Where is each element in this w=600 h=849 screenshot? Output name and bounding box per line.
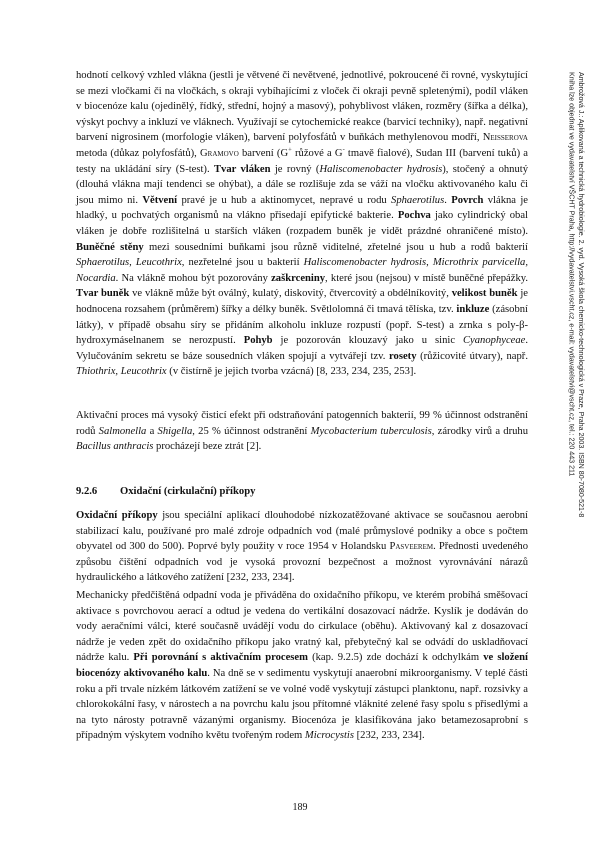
text-run: (v čistírně je jejich tvorba vzácná) [8, 233, 234, 235, 253].	[166, 366, 417, 378]
bold-term: velikost buněk	[451, 288, 518, 300]
bold-term: ve složení biocenózy aktivovaného kalu	[76, 652, 528, 679]
species-name: Haliscomenobacter hydrosis, Microthrix parvicella, Nocardia	[76, 257, 528, 284]
text-run: ve vlákně může být oválný, kulatý, diskovitý, čtvercovitý a obdélníkovitý,	[129, 288, 452, 300]
paragraph-pathogen-removal	[76, 408, 528, 455]
paragraph-oxidation-ditches	[76, 508, 528, 586]
paragraph-filament-description	[76, 68, 528, 380]
citation-line: Ambrožová J.: Aplikovaná a technická hydrobiologie. 2. vyd. Vysoká škola chemicko-technologická v Praze, Praha 2003. ISBN 80-7080-521-8	[577, 72, 585, 518]
text-run: . Na vlákně mohou být pozorovány	[115, 272, 272, 284]
text-run: vlákna je hladký, u pochvatých organismů na vlákno přisedají epifytické bakterie.	[76, 194, 529, 222]
bold-term: zaškrceniny	[271, 272, 326, 284]
species-name: Shigella	[157, 425, 193, 437]
text-run: , zárodky virů a druhu	[431, 425, 528, 437]
species-name: Mycobacterium tuberculosis	[310, 425, 432, 437]
species-name: Thiothrix, Leucothrix	[76, 366, 167, 378]
species-name: Cyanophyceae	[462, 335, 526, 347]
text-run: je rovný (	[270, 163, 320, 175]
text-run: .	[444, 194, 452, 206]
text-run: procházejí beze ztrát [2].	[153, 441, 262, 453]
species-name: Microcystis	[304, 730, 354, 742]
bold-term: Buněčné stěny	[76, 241, 144, 253]
page-number: 189	[292, 802, 308, 813]
text-run: pravé je u hub a aktinomycet, nepravé u rodu	[177, 194, 392, 206]
species-name: Haliscomenobacter hydrosis	[319, 163, 443, 175]
bold-term: Pohyb	[243, 335, 273, 347]
text-run: tmavě fialové), Sudan III (barvení tuků) a testy na ukládání síry (S-test).	[76, 147, 528, 175]
neisser-method-name: Neisserova	[482, 132, 528, 144]
species-name: Sphaerotilus, Leucothrix	[76, 257, 182, 269]
bold-term: Oxidační příkopy	[76, 510, 158, 521]
text-run: metoda (důkaz polyfosfátů),	[76, 147, 201, 159]
text-run: (kap. 9.2.5) zde dochází k odchylkám	[307, 652, 484, 664]
text-run: , 25 % účinnost odstranění	[192, 425, 311, 437]
person-name: Pasveerem	[389, 541, 434, 553]
text-run: a	[146, 425, 158, 437]
text-run: (zásobní látky), v případě obsahu síry se přidáním alkoholu inkluze rozpustí (popř. S-test) a zrnka s poly-β-hydroxymáselnanem se nerozpustí.	[76, 303, 528, 347]
text-run: je hodnocena rozsahem (průměrem) šířky a délky buněk. Světlolomná či tmavá tělíska, tzv.	[76, 288, 528, 315]
species-name: Bacillus anthracis	[76, 441, 154, 453]
text-run: je pozorován klouzavý jako u sinic	[272, 335, 463, 347]
bold-term: Tvar vláken	[213, 163, 271, 175]
bold-term: rosety	[389, 350, 417, 362]
text-run: , nezřetelné jsou u bakterií	[181, 257, 304, 269]
section-heading	[76, 484, 528, 499]
text-run: Aktivační proces má vysoký čisticí efekt při odstraňování patogenních bakterií, 99 % účinnost odstranění rodů	[76, 410, 528, 437]
text-run: . Na dně se v sedimentu vyskytují anaerobní mikroorganismy. V teplé části roku a při trvale nízkém látkovém zatížení se ve volné vodě vyskytují zástupci planktonu, např. rozsivky a chlorokokální řasy, v nárostech a na povrchu kalu jsou přítomné vláknité zelené řasy spolu s přisedlými a na tyto nárosty potravně vázanými organismy. Biocenóza je klasifikována jako betamezosaprobní s případným výskytem vodního květu tvořeným rodem	[76, 667, 528, 742]
species-name: Sphaerotilus	[391, 194, 445, 206]
bold-term: Pochva	[397, 210, 431, 222]
text-run: růžové a G	[291, 147, 343, 159]
bold-term: Větvení	[142, 194, 178, 206]
text-run: barvení (G	[238, 147, 289, 159]
bold-term: Tvar buněk	[76, 288, 130, 300]
text-run: , které jsou (nejsou) v místě buněčné přepážky.	[325, 272, 528, 284]
order-info-line: Kniha lze objednat ve vydavatelství VŠCHT Praha, http://vydavatelstvi.vscht.cz, e-mail: vydavatelstvi@vscht.cz, tel.: 220 443 211	[567, 72, 576, 477]
text-run: . Vylučováním sekretu se báze sousedních vláken spojují a vytvářejí tzv.	[76, 335, 528, 362]
gram-negative-sup: -	[342, 146, 345, 154]
text-run: jako cylindrický obal vláken je dobře rozlišitelná u starších vláken (rozpadem buněk je vidět prázdné ohraničené místo).	[76, 210, 529, 237]
bold-term: Při porovnání s aktivačním procesem	[133, 652, 308, 664]
section-title: Oxidační (cirkulační) příkopy	[120, 486, 256, 497]
section-number: 9.2.6	[76, 486, 98, 497]
text-run: [232, 233, 234].	[353, 730, 425, 742]
bold-term: inkluze	[456, 303, 490, 315]
text-run: hodnotí celkový vzhled vlákna (jestli je větvené či nevětvené, jednotlivé, pokroucené či rovné, vyskytující se mezi vločkami či na vločkách, s okraji vybíhajícími z vloček či okraji pevně spletenými), podíl vláken v biocenóze kalu (ojedinělý, řídký, střední, hojný a masový), pohyblivost vláken, rozměry (šířka a délka), výskyt pochvy a inkluzí ve vláknech. Využívají se cytochemické reakce (barvicí techniky), např. negativní barvení nigrosinem (morfologie vláken), barvení polyfosfátů v buňkách methylenovou modří,	[76, 70, 528, 144]
paragraph-ditch-operation	[76, 588, 528, 744]
gram-method-name: Gramovo	[200, 147, 239, 159]
bold-term: Povrch	[451, 194, 484, 206]
text-run: mezi sousedními buňkami jsou různě viditelné, zřetelné jsou u hub a rodů bakterií	[143, 241, 528, 253]
text-run: (růžicovité útvary), např.	[416, 350, 528, 362]
text-run: jsou speciální aplikací dlouhodobé nízkozatěžované aktivace se současnou aerobní stabilizací kalu, používané pro malé zdroje odpadních vod (malé průmyslové podniky a obce s počtem obyvatel od 300 do 500). Poprvé byly použity v roce 1954 v Holandsku	[76, 510, 528, 553]
text-run: Mechanicky předčištěná odpadní voda je přiváděna do oxidačního příkopu, ve kterém probíhá směšovací aktivace s povrchovou aerací a odtud je vedena do vertikální dosazovací nádrže. Kyslík je dodáván do vody aeračními válci, které současně uvádějí vodu do cirkulace (oběhu). Aktivovaný kal z dosazovací nádrže je veden zpět do oxidačního příkopu jako vratný kal, přebytečný kal se odvádí do uskladňovací nádrže kalu.	[76, 590, 528, 664]
text-run: ), stočený a ohnutý (dlouhá vlákna mají tendenci se ohýbat), a dále se rozlišuje zda se váží na vločku aktivovaného kalu či jsou mimo ni.	[76, 163, 528, 206]
side-citation-note	[566, 72, 585, 772]
text-run: . Přednosti uvedeného způsobu čištění odpadních vod je vysoká provozní bezpečnost a možnost vyrovnávání nárazů hydraulického a látkového zatížení [232, 233, 234].	[76, 541, 529, 584]
species-name: Salmonella	[98, 425, 147, 437]
gram-positive-sup: +	[288, 146, 292, 154]
